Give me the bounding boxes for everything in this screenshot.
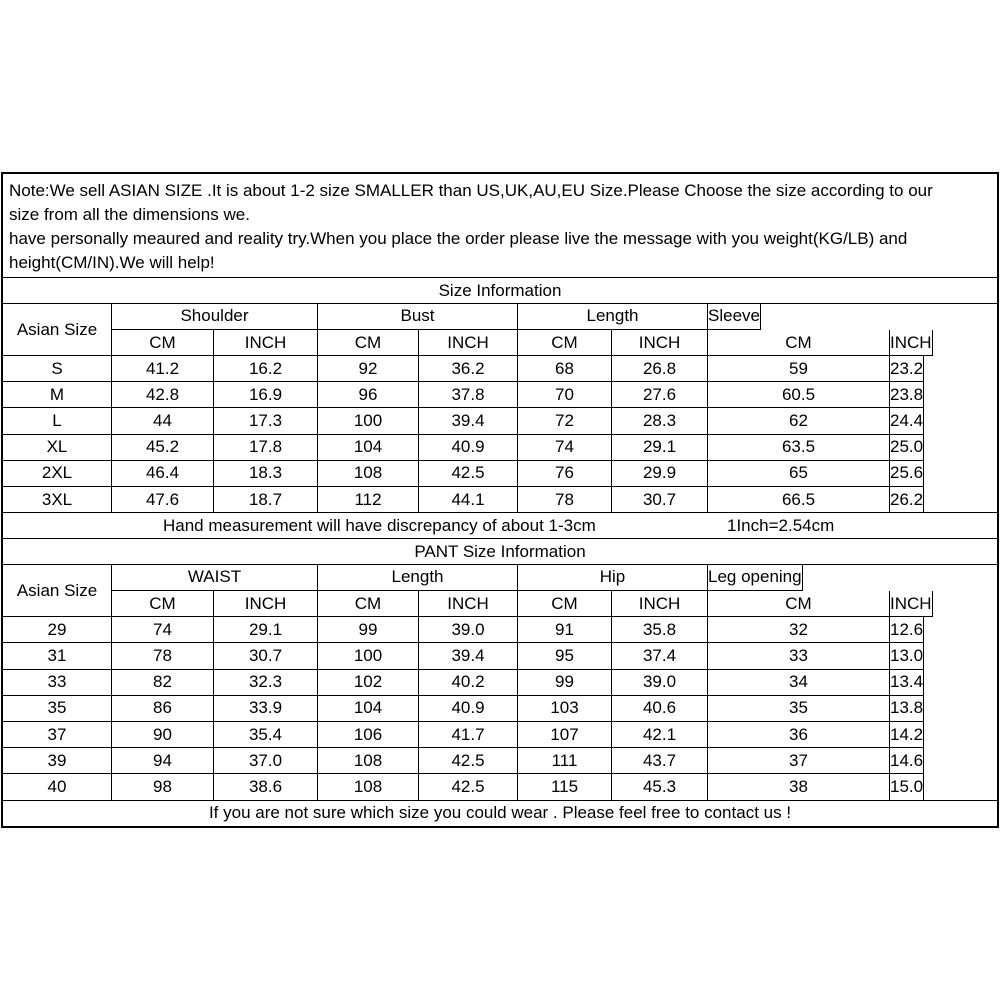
unit-header: CM	[518, 330, 612, 356]
table-cell: 95	[518, 643, 612, 669]
top-table-title: Size Information	[3, 278, 997, 304]
table-cell: 44.1	[419, 487, 518, 513]
table-cell: 23.8	[890, 382, 924, 408]
table-cell: 14.2	[890, 722, 924, 748]
table-cell: 30.7	[612, 487, 708, 513]
table-cell: 108	[318, 774, 419, 800]
table-cell: 78	[112, 643, 214, 669]
table-cell: 16.9	[214, 382, 318, 408]
table-cell: 108	[318, 461, 419, 487]
size-label: 31	[3, 643, 112, 669]
table-cell: 18.7	[214, 487, 318, 513]
table-cell: 33.9	[214, 696, 318, 722]
table-cell: 100	[318, 643, 419, 669]
size-label: 35	[3, 696, 112, 722]
unit-header: CM	[112, 591, 214, 617]
table-cell: 91	[518, 617, 612, 643]
table-cell: 60.5	[708, 382, 890, 408]
table-cell: 29.1	[612, 435, 708, 461]
note-line: height(CM/IN).We will help!	[9, 253, 215, 272]
table-cell: 70	[518, 382, 612, 408]
note-line: size from all the dimensions we.	[9, 205, 250, 224]
unit-header: INCH	[419, 330, 518, 356]
table-cell: 86	[112, 696, 214, 722]
unit-header: CM	[708, 591, 890, 617]
table-cell: 112	[318, 487, 419, 513]
table-cell: 37.0	[214, 748, 318, 774]
table-cell: 18.3	[214, 461, 318, 487]
table-cell: 42.1	[612, 722, 708, 748]
table-cell: 74	[112, 617, 214, 643]
table-cell: 74	[518, 435, 612, 461]
size-column-header: Asian Size	[3, 304, 112, 356]
table-cell: 24.4	[890, 408, 924, 434]
table-cell: 26.8	[612, 356, 708, 382]
table-cell: 98	[112, 774, 214, 800]
group-header: Length	[318, 565, 518, 591]
table-cell: 68	[518, 356, 612, 382]
table-cell: 13.4	[890, 670, 924, 696]
table-cell: 23.2	[890, 356, 924, 382]
group-header: Shoulder	[112, 304, 318, 330]
table-cell: 45.2	[112, 435, 214, 461]
table-cell: 34	[708, 670, 890, 696]
table-cell: 72	[518, 408, 612, 434]
table-cell: 17.8	[214, 435, 318, 461]
note-box	[3, 174, 997, 278]
table-cell: 99	[318, 617, 419, 643]
size-label: M	[3, 382, 112, 408]
table-cell: 76	[518, 461, 612, 487]
table-cell: 39.4	[419, 643, 518, 669]
group-header: Sleeve	[708, 304, 761, 330]
table-filler	[890, 565, 997, 800]
table-cell: 42.5	[419, 748, 518, 774]
table-cell: 39.4	[419, 408, 518, 434]
table-cell: 28.3	[612, 408, 708, 434]
table-cell: 90	[112, 722, 214, 748]
table-cell: 13.0	[890, 643, 924, 669]
table-cell: 41.2	[112, 356, 214, 382]
table-cell: 46.4	[112, 461, 214, 487]
size-label: 33	[3, 670, 112, 696]
table-cell: 111	[518, 748, 612, 774]
table-cell: 104	[318, 435, 419, 461]
size-label: 2XL	[3, 461, 112, 487]
table-cell: 103	[518, 696, 612, 722]
group-header: Hip	[518, 565, 708, 591]
table-cell: 62	[708, 408, 890, 434]
table-cell: 96	[318, 382, 419, 408]
note-line: Note:We sell ASIAN SIZE .It is about 1-2 size SMALLER than US,UK,AU,EU Size.Please Choose the size according to our	[9, 181, 933, 200]
table-cell: 43.7	[612, 748, 708, 774]
table-cell: 37.8	[419, 382, 518, 408]
table-cell: 25.6	[890, 461, 924, 487]
unit-header: INCH	[890, 591, 933, 617]
size-column-header: Asian Size	[3, 565, 112, 617]
unit-header: INCH	[612, 591, 708, 617]
table-cell: 26.2	[890, 487, 924, 513]
table-cell: 66.5	[708, 487, 890, 513]
table-cell: 12.6	[890, 617, 924, 643]
table-filler	[890, 304, 997, 513]
table-cell: 104	[318, 696, 419, 722]
size-label: 37	[3, 722, 112, 748]
discrepancy-text: Hand measurement will have discrepancy of about 1-3cm	[163, 515, 596, 535]
table-cell: 94	[112, 748, 214, 774]
table-cell: 44	[112, 408, 214, 434]
table-cell: 47.6	[112, 487, 214, 513]
table-cell: 14.6	[890, 748, 924, 774]
unit-header: INCH	[214, 591, 318, 617]
unit-header: INCH	[890, 330, 933, 356]
table-cell: 39.0	[612, 670, 708, 696]
table-cell: 107	[518, 722, 612, 748]
table-cell: 27.6	[612, 382, 708, 408]
table-cell: 35	[708, 696, 890, 722]
table-cell: 35.4	[214, 722, 318, 748]
pant-table-title: PANT Size Information	[3, 539, 997, 565]
table-cell: 25.0	[890, 435, 924, 461]
table-cell: 42.8	[112, 382, 214, 408]
note-line: have personally meaured and reality try.When you place the order please live the message with you weight(KG/LB) and	[9, 229, 908, 248]
unit-header: INCH	[419, 591, 518, 617]
table-cell: 42.5	[419, 461, 518, 487]
table-cell: 29.9	[612, 461, 708, 487]
table-cell: 15.0	[890, 774, 924, 800]
table-cell: 17.3	[214, 408, 318, 434]
size-label: 29	[3, 617, 112, 643]
unit-header: INCH	[214, 330, 318, 356]
size-chart	[1, 172, 999, 828]
table-cell: 82	[112, 670, 214, 696]
table-cell: 99	[518, 670, 612, 696]
table-cell: 40.6	[612, 696, 708, 722]
unit-header: INCH	[612, 330, 708, 356]
size-label: XL	[3, 435, 112, 461]
table-cell: 37.4	[612, 643, 708, 669]
conversion-text: 1Inch=2.54cm	[727, 515, 835, 535]
size-label: L	[3, 408, 112, 434]
table-cell: 35.8	[612, 617, 708, 643]
group-header: Bust	[318, 304, 518, 330]
table-cell: 36	[708, 722, 890, 748]
unit-header: CM	[318, 330, 419, 356]
table-cell: 33	[708, 643, 890, 669]
table-cell: 45.3	[612, 774, 708, 800]
table-cell: 65	[708, 461, 890, 487]
group-header: WAIST	[112, 565, 318, 591]
table-cell: 59	[708, 356, 890, 382]
table-cell: 29.1	[214, 617, 318, 643]
table-cell: 30.7	[214, 643, 318, 669]
table-cell: 32.3	[214, 670, 318, 696]
unit-header: CM	[112, 330, 214, 356]
size-label: 39	[3, 748, 112, 774]
table-cell: 41.7	[419, 722, 518, 748]
table-cell: 16.2	[214, 356, 318, 382]
size-label: S	[3, 356, 112, 382]
table-cell: 106	[318, 722, 419, 748]
size-label: 40	[3, 774, 112, 800]
group-header: Leg opening	[708, 565, 803, 591]
table-cell: 40.9	[419, 696, 518, 722]
table-cell: 115	[518, 774, 612, 800]
table-cell: 63.5	[708, 435, 890, 461]
table-cell: 40.9	[419, 435, 518, 461]
table-cell: 38.6	[214, 774, 318, 800]
table-cell: 13.8	[890, 696, 924, 722]
table-cell: 39.0	[419, 617, 518, 643]
table-cell: 38	[708, 774, 890, 800]
table-cell: 36.2	[419, 356, 518, 382]
table-cell: 40.2	[419, 670, 518, 696]
size-label: 3XL	[3, 487, 112, 513]
group-header: Length	[518, 304, 708, 330]
unit-header: CM	[318, 591, 419, 617]
table-cell: 32	[708, 617, 890, 643]
table-cell: 42.5	[419, 774, 518, 800]
table-cell: 37	[708, 748, 890, 774]
table-cell: 92	[318, 356, 419, 382]
table-cell: 102	[318, 670, 419, 696]
table-cell: 78	[518, 487, 612, 513]
unit-header: CM	[518, 591, 612, 617]
table-cell: 100	[318, 408, 419, 434]
discrepancy-band	[3, 513, 997, 539]
footer-note: If you are not sure which size you could wear . Please feel free to contact us !	[208, 803, 792, 823]
table-cell: 108	[318, 748, 419, 774]
unit-header: CM	[708, 330, 890, 356]
